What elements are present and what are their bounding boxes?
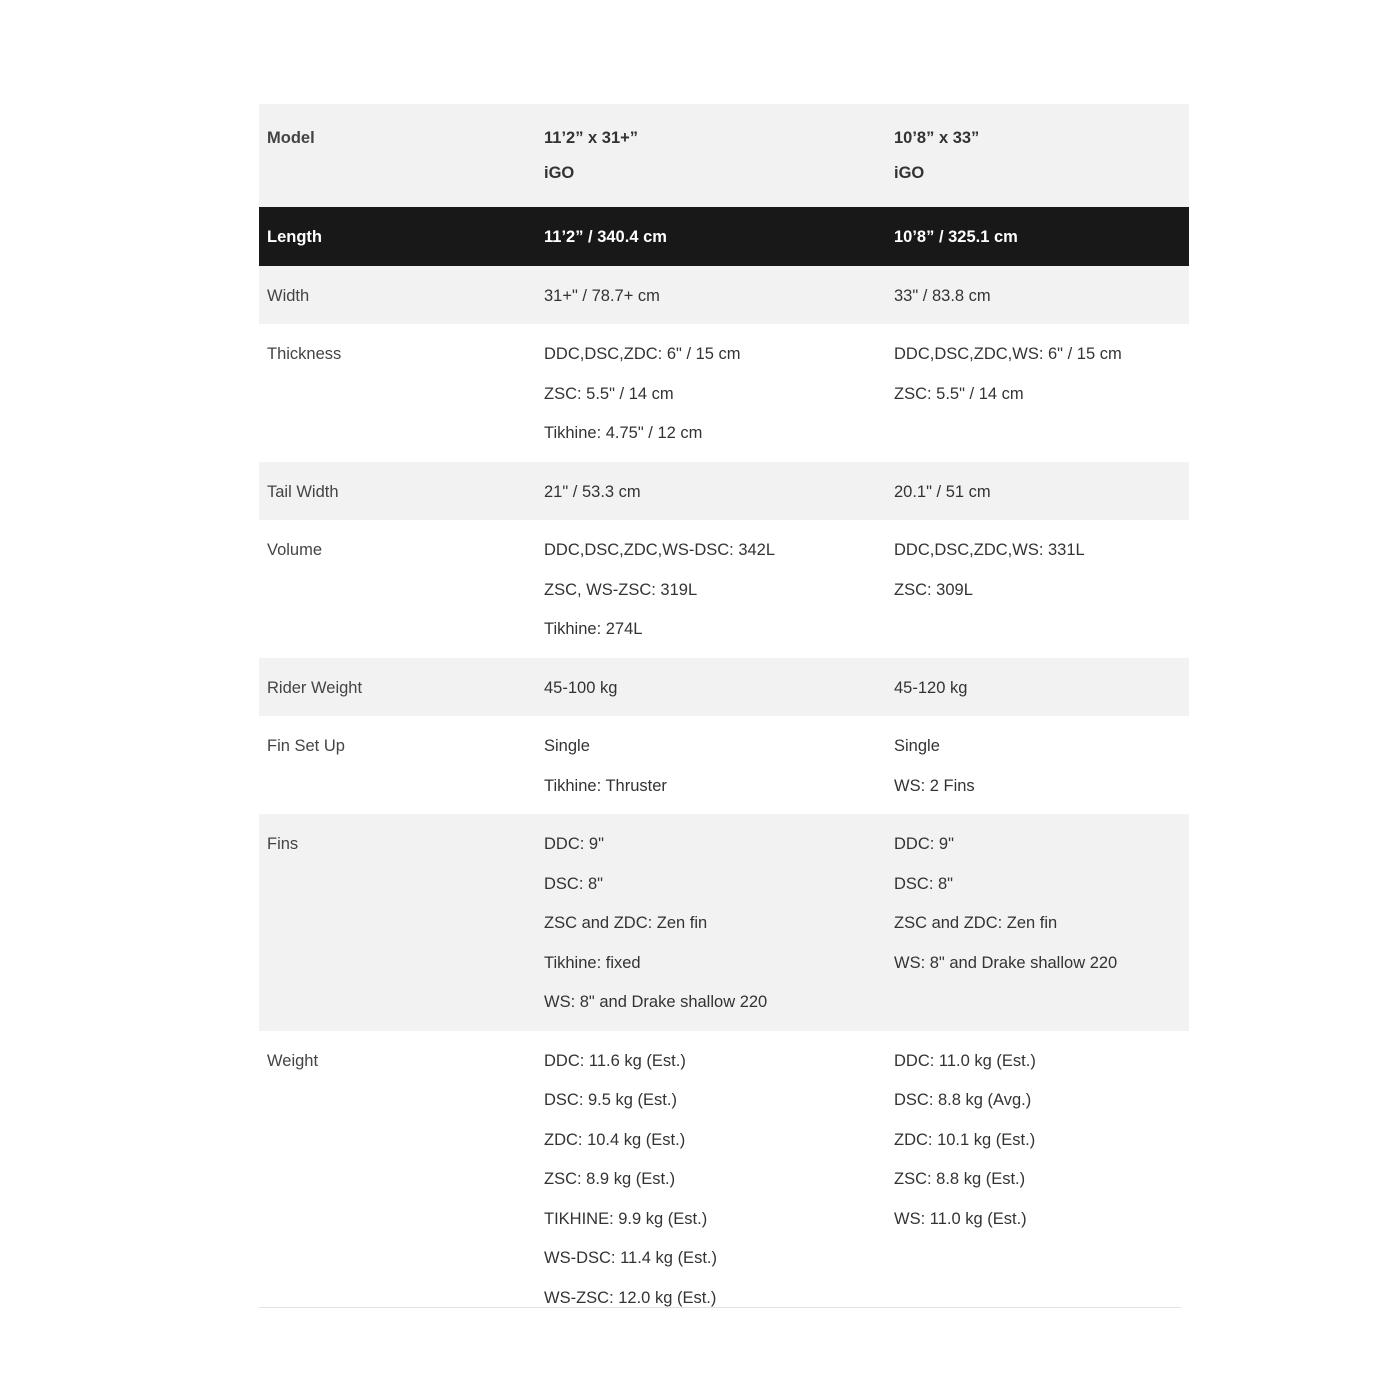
row-value-cell bbox=[894, 716, 1189, 814]
column-header-board-b bbox=[894, 104, 1189, 207]
cell-line: ZSC: 5.5" / 14 cm bbox=[894, 384, 1024, 403]
cell-line: ZSC: 8.9 kg (Est.) bbox=[544, 1170, 676, 1188]
cell-line: Tikhine: 274L bbox=[544, 620, 643, 638]
row-value-cell bbox=[544, 324, 894, 462]
column-header-model bbox=[259, 104, 544, 207]
row-value-cell bbox=[544, 1031, 894, 1327]
cell-line: 31+" / 78.7+ cm bbox=[544, 286, 660, 305]
row-label: Width bbox=[267, 286, 310, 305]
cell-line: ZSC, WS-ZSC: 319L bbox=[544, 580, 698, 599]
cell-line: 21" / 53.3 cm bbox=[544, 482, 641, 501]
column-header-board-a bbox=[544, 104, 894, 207]
cell-line: DDC: 9" bbox=[544, 835, 604, 853]
cell-line: Single bbox=[894, 737, 940, 755]
cell-line: Tikhine: Thruster bbox=[544, 776, 667, 795]
cell-line: ZSC and ZDC: Zen fin bbox=[544, 914, 708, 932]
row-label-cell bbox=[259, 324, 544, 462]
row-value-cell bbox=[894, 520, 1189, 658]
column-header-board-a-size: 11’2” x 31+” bbox=[544, 129, 639, 147]
row-value-cell bbox=[544, 266, 894, 325]
cell-line: DDC,DSC,ZDC,WS-DSC: 342L bbox=[544, 541, 776, 559]
row-label: Fin Set Up bbox=[267, 737, 345, 755]
cell-line: DSC: 8" bbox=[544, 874, 604, 893]
cell-line: WS: 11.0 kg (Est.) bbox=[894, 1209, 1027, 1228]
cell-line: ZSC: 309L bbox=[894, 580, 973, 599]
row-value-cell bbox=[544, 658, 894, 717]
row-label: Fins bbox=[267, 835, 299, 853]
cell-line: WS: 2 Fins bbox=[894, 776, 975, 795]
row-label-cell bbox=[259, 658, 544, 717]
table-row bbox=[259, 814, 1189, 1031]
table-bottom-divider bbox=[259, 1307, 1181, 1308]
row-value-cell bbox=[894, 814, 1189, 1031]
row-label: Thickness bbox=[267, 345, 342, 363]
row-label-cell bbox=[259, 207, 544, 266]
row-label-cell bbox=[259, 266, 544, 325]
specification-table bbox=[259, 104, 1189, 1326]
cell-line: DSC: 9.5 kg (Est.) bbox=[544, 1091, 677, 1109]
row-value-cell bbox=[894, 266, 1189, 325]
cell-line: ZSC: 8.8 kg (Est.) bbox=[894, 1170, 1026, 1188]
cell-line: Single bbox=[544, 737, 590, 755]
table-row bbox=[259, 1031, 1189, 1327]
column-header-board-b-model: iGO bbox=[894, 163, 925, 182]
table-row bbox=[259, 266, 1189, 325]
cell-line: DDC: 9" bbox=[894, 835, 954, 853]
cell-line: 20.1" / 51 cm bbox=[894, 482, 991, 501]
cell-line: DSC: 8" bbox=[894, 874, 954, 893]
cell-line: 11’2” / 340.4 cm bbox=[544, 228, 667, 246]
row-value-cell bbox=[894, 324, 1189, 462]
row-label: Tail Width bbox=[267, 482, 339, 501]
cell-line: ZDC: 10.1 kg (Est.) bbox=[894, 1130, 1036, 1149]
cell-line: DDC,DSC,ZDC,WS: 6" / 15 cm bbox=[894, 345, 1122, 363]
cell-line: 45-120 kg bbox=[894, 678, 968, 697]
row-value-cell bbox=[544, 520, 894, 658]
table-row bbox=[259, 520, 1189, 658]
cell-line: 33" / 83.8 cm bbox=[894, 286, 991, 305]
row-value-cell bbox=[894, 1031, 1189, 1327]
cell-line: ZDC: 10.4 kg (Est.) bbox=[544, 1130, 686, 1149]
table-row bbox=[259, 462, 1189, 521]
row-label: Length bbox=[267, 228, 322, 246]
table-row bbox=[259, 324, 1189, 462]
column-header-model-label: Model bbox=[267, 129, 315, 147]
row-label: Weight bbox=[267, 1051, 319, 1070]
cell-line: Tikhine: 4.75" / 12 cm bbox=[544, 424, 703, 442]
column-header-board-a-model: iGO bbox=[544, 163, 575, 182]
cell-line: 45-100 kg bbox=[544, 678, 618, 697]
row-label-cell bbox=[259, 716, 544, 814]
row-label: Rider Weight bbox=[267, 678, 363, 697]
table-row bbox=[259, 207, 1189, 266]
cell-line: WS-DSC: 11.4 kg (Est.) bbox=[544, 1249, 717, 1267]
row-value-cell bbox=[894, 207, 1189, 266]
cell-line: DDC: 11.6 kg (Est.) bbox=[544, 1051, 686, 1070]
row-label-cell bbox=[259, 462, 544, 521]
row-label-cell bbox=[259, 1031, 544, 1327]
column-header-board-b-size: 10’8” x 33” bbox=[894, 129, 980, 147]
cell-line: ZSC and ZDC: Zen fin bbox=[894, 914, 1058, 932]
row-value-cell bbox=[544, 462, 894, 521]
row-value-cell bbox=[544, 716, 894, 814]
table-row bbox=[259, 658, 1189, 717]
table-header-row bbox=[259, 104, 1189, 207]
row-label-cell bbox=[259, 520, 544, 658]
table-row bbox=[259, 716, 1189, 814]
cell-line: DSC: 8.8 kg (Avg.) bbox=[894, 1091, 1032, 1109]
row-value-cell bbox=[894, 658, 1189, 717]
cell-line: Tikhine: fixed bbox=[544, 953, 641, 972]
cell-line: WS-ZSC: 12.0 kg (Est.) bbox=[544, 1288, 717, 1307]
row-value-cell bbox=[544, 814, 894, 1031]
cell-line: WS: 8" and Drake shallow 220 bbox=[894, 953, 1118, 972]
cell-line: WS: 8" and Drake shallow 220 bbox=[544, 993, 768, 1011]
row-value-cell bbox=[894, 462, 1189, 521]
cell-line: DDC: 11.0 kg (Est.) bbox=[894, 1051, 1036, 1070]
row-label-cell bbox=[259, 814, 544, 1031]
table-body bbox=[259, 104, 1189, 1326]
cell-line: TIKHINE: 9.9 kg (Est.) bbox=[544, 1209, 708, 1228]
cell-line: 10’8” / 325.1 cm bbox=[894, 228, 1018, 246]
row-label: Volume bbox=[267, 541, 323, 559]
cell-line: ZSC: 5.5" / 14 cm bbox=[544, 384, 674, 403]
row-value-cell bbox=[544, 207, 894, 266]
cell-line: DDC,DSC,ZDC: 6" / 15 cm bbox=[544, 345, 741, 363]
cell-line: DDC,DSC,ZDC,WS: 331L bbox=[894, 541, 1085, 559]
